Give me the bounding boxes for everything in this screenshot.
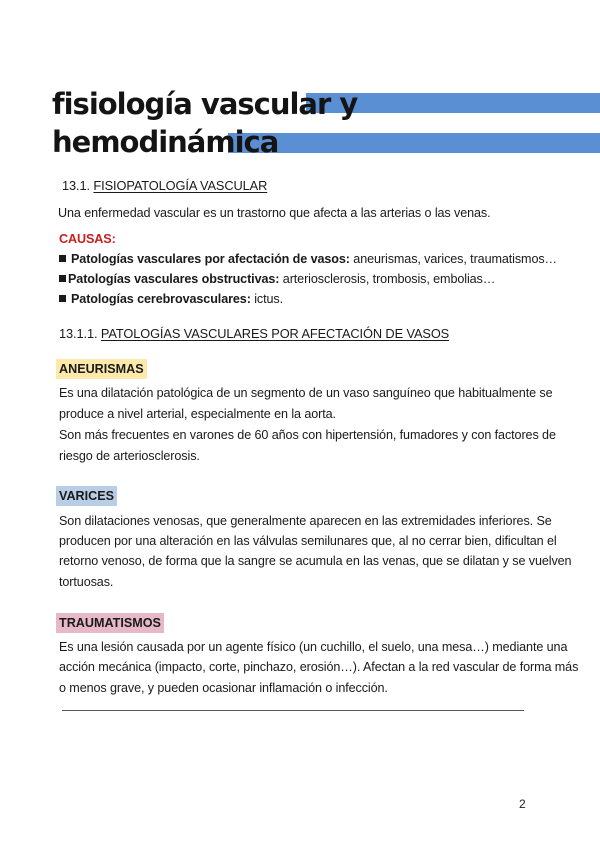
- varices-heading-wrap: [56, 486, 117, 506]
- page-title-line-1: fisiología vascular y: [52, 87, 358, 121]
- section-divider: [62, 710, 524, 711]
- page-number: 2: [519, 797, 526, 811]
- causes-item-3: [59, 289, 283, 310]
- aneurismas-line-4: riesgo de arteriosclerosis.: [59, 449, 200, 463]
- causes-item-1: [59, 249, 557, 270]
- section-intro: Una enfermedad vascular es un trastorno que afecta a las arterias o las venas.: [58, 206, 491, 220]
- section-title: FISIOPATOLOGÍA VASCULAR: [93, 178, 268, 193]
- title-accent-bar-2: [228, 133, 600, 153]
- subsection-heading: [59, 323, 449, 344]
- varices-heading: VARICES: [56, 486, 117, 506]
- varices-line-2: producen por una alteración en las válvulas semilunares que, al no cerrar bien, dificultan el: [59, 534, 557, 548]
- aneurismas-line-2: produce a nivel arterial, especialmente en la aorta.: [59, 407, 336, 421]
- causes-item-1-text: aneurismas, varices, traumatismos…: [349, 252, 558, 266]
- aneurismas-line-1: Es una dilatación patológica de un segmento de un vaso sanguíneo que habitualmente se: [59, 386, 553, 400]
- aneurismas-heading-wrap: [56, 359, 147, 379]
- subsection-number: 13.1.1.: [59, 326, 101, 341]
- varices-line-4: tortuosas.: [59, 575, 114, 589]
- causes-item-2-text: arteriosclerosis, trombosis, embolias…: [279, 272, 496, 286]
- section-number: 13.1.: [62, 178, 94, 193]
- causes-item-1-label: Patologías vasculares por afectación de vasos:: [71, 252, 350, 266]
- square-bullet-icon: [59, 255, 66, 262]
- page-title-line-2: hemodinámica: [52, 125, 279, 159]
- varices-line-1: Son dilataciones venosas, que generalmente aparecen en las extremidades inferiores. Se: [59, 514, 552, 528]
- subsection-title: PATOLOGÍAS VASCULARES POR AFECTACIÓN DE VASOS: [100, 326, 450, 341]
- causes-item-2-label: Patologías vasculares obstructivas:: [68, 272, 280, 286]
- aneurismas-line-3: Son más frecuentes en varones de 60 años con hipertensión, fumadores y con factores de: [59, 428, 556, 442]
- traumatismos-heading: TRAUMATISMOS: [56, 613, 164, 633]
- causes-heading: CAUSAS:: [59, 232, 116, 246]
- traumatismos-line-3: o menos grave, y pueden ocasionar inflamación o infección.: [59, 681, 388, 695]
- traumatismos-heading-wrap: [56, 613, 164, 633]
- section-heading: [62, 175, 267, 196]
- traumatismos-line-2: acción mecánica (impacto, corte, pinchazo, erosión…). Afectan a la red vascular de forma más: [59, 660, 579, 674]
- causes-item-3-text: ictus.: [250, 292, 283, 306]
- causes-item-2: [59, 269, 495, 290]
- varices-line-3: retorno venoso, de forma que la sangre se acumula en las venas, que se dilatan y se vuelven: [59, 554, 572, 568]
- causes-item-3-label: Patologías cerebrovasculares:: [71, 292, 251, 306]
- traumatismos-line-1: Es una lesión causada por un agente físico (un cuchillo, el suelo, una mesa…) mediante una: [59, 640, 568, 654]
- square-bullet-icon: [59, 295, 66, 302]
- square-bullet-icon: [59, 275, 66, 282]
- aneurismas-heading: ANEURISMAS: [56, 359, 147, 379]
